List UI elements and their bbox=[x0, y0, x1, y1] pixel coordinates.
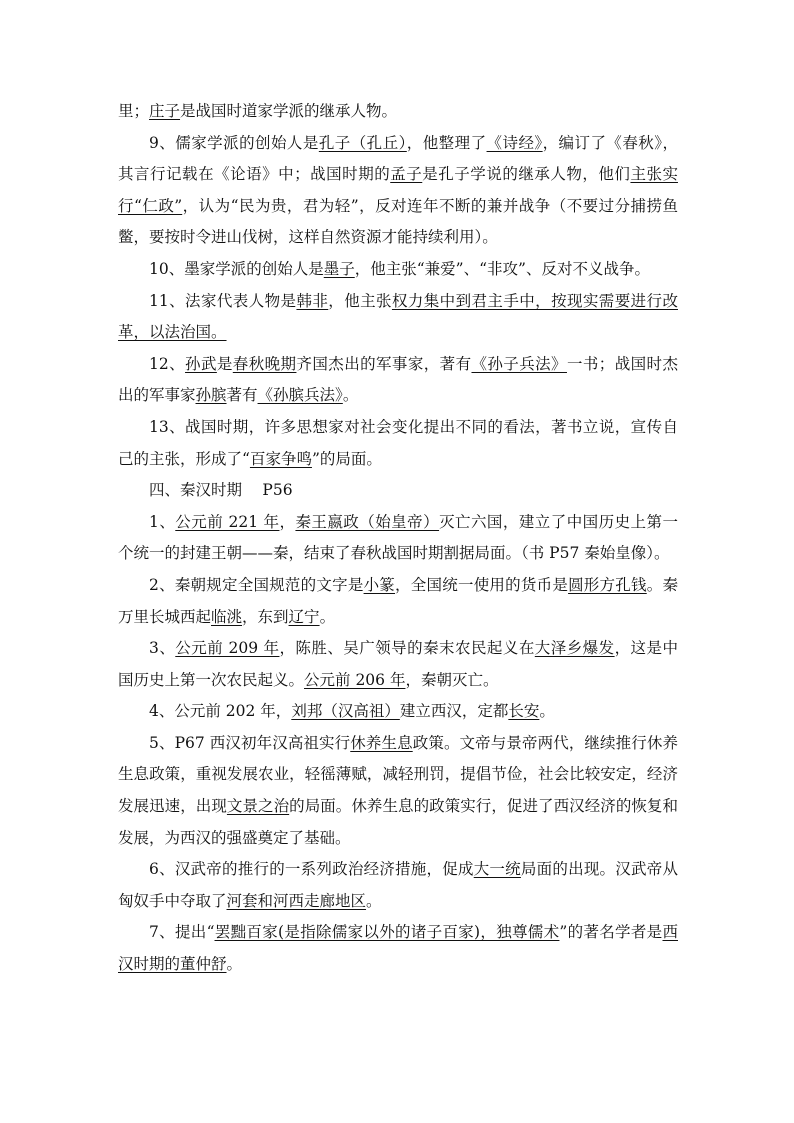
text-run: 2、秦朝规定全国规范的文字是 bbox=[149, 575, 364, 594]
text-run: 政策。文帝与景帝两代，继续推行休养生息政策，重视发展农业，轻徭薄赋，减轻刑罚，提倡节俭，社会比较安定，经济发展迅速，出现 bbox=[118, 733, 678, 816]
underlined-text: 《诗经》 bbox=[486, 133, 543, 152]
text-run: ，编订了《春秋》，其言行记载在《论语》中；战国时期的 bbox=[118, 133, 678, 184]
underlined-text: 公元前 209 年 bbox=[175, 639, 280, 658]
text-run: 齐国杰出的军事家，著有 bbox=[296, 354, 472, 373]
underlined-text: 大一统 bbox=[473, 860, 521, 879]
text-run: 是 bbox=[216, 354, 233, 373]
underlined-text: 孔子（孔丘） bbox=[318, 133, 407, 152]
underlined-text: 公元前 206 年 bbox=[304, 670, 406, 689]
text-run: 。秦万里长城西起 bbox=[118, 575, 678, 626]
text-run: 局面的出现。汉武帝从匈奴手中夺取了 bbox=[118, 860, 678, 910]
text-run: ”的局面。 bbox=[311, 449, 382, 468]
underlined-text: 西汉时期的董仲舒 bbox=[118, 923, 678, 974]
text-run: 10、墨家学派的创始人是 bbox=[149, 259, 324, 278]
text-run: 3、 bbox=[149, 639, 176, 658]
paragraph bbox=[118, 854, 678, 917]
underlined-text: 河套和河西走廊地区 bbox=[226, 891, 367, 910]
text-run: ，他主张“兼爱”、“非攻”、反对不义战争。 bbox=[354, 259, 650, 278]
text-run: 灭亡六国，建立了中国历史上第一个统一的封建王朝——秦，结束了春秋战国时期割据局面。（书 P57 秦始皇像）。 bbox=[118, 512, 678, 563]
underlined-text: 孟子 bbox=[390, 165, 423, 184]
text-run: ，这是中国历史上第一次农民起义。 bbox=[118, 639, 678, 689]
underlined-text: 权力集中到君主手中，按现实需要进行改革，以法治国。 bbox=[118, 291, 678, 342]
text-run: ，他整理了 bbox=[406, 133, 487, 152]
text-run: ，认为“民为贵，君为轻”，反对连年不断的兼并战争（不要过分捕捞鱼鳖，要按时令进山伐树，这样自然资源才能持续利用）。 bbox=[118, 196, 678, 247]
paragraph bbox=[118, 128, 678, 254]
text-run: 。 bbox=[366, 891, 382, 910]
text-run: ， bbox=[279, 512, 296, 531]
underlined-text: 休养生息 bbox=[350, 733, 413, 752]
underlined-text: 文景之治 bbox=[226, 797, 290, 816]
text-run: 。 bbox=[226, 955, 243, 974]
text-run: ，他主张 bbox=[328, 291, 392, 310]
text-run: 。 bbox=[539, 702, 555, 721]
underlined-text: 圆形方孔钱 bbox=[568, 575, 647, 594]
paragraph bbox=[118, 507, 678, 570]
underlined-text: 长安 bbox=[508, 702, 540, 721]
text-run: 5、P67 西汉初年汉高祖实行 bbox=[149, 733, 351, 752]
paragraph bbox=[118, 475, 678, 507]
underlined-text: 《孙膑兵法》 bbox=[257, 386, 343, 405]
text-run: 4、公元前 202 年， bbox=[149, 702, 292, 721]
text-run: 9、儒家学派的创始人是 bbox=[149, 133, 319, 152]
paragraph bbox=[118, 633, 678, 696]
text-run: ，秦朝灭亡。 bbox=[405, 670, 499, 689]
text-run: 6、汉武帝的推行的一系列政治经济措施，促成 bbox=[149, 860, 474, 879]
text-run: 著有 bbox=[226, 386, 258, 405]
underlined-text: 秦王嬴政（始皇帝） bbox=[295, 512, 440, 531]
document-body bbox=[118, 96, 678, 981]
paragraph bbox=[118, 696, 678, 728]
paragraph bbox=[118, 254, 678, 286]
underlined-text: 主张实行“仁政” bbox=[118, 165, 678, 215]
underlined-text: 辽宁 bbox=[288, 607, 320, 626]
paragraph bbox=[118, 412, 678, 475]
paragraph bbox=[118, 349, 678, 412]
paragraph bbox=[118, 728, 678, 854]
paragraph bbox=[118, 286, 678, 349]
underlined-text: 百家争鸣 bbox=[249, 449, 312, 468]
text-run: 的局面。休养生息的政策实行，促进了西汉经济的恢复和发展，为西汉的强盛奠定了基础。 bbox=[118, 797, 678, 847]
underlined-text: 小篆 bbox=[363, 575, 396, 594]
text-run: 。 bbox=[342, 386, 359, 405]
underlined-text: 孙膑 bbox=[195, 386, 227, 405]
text-run: 1、 bbox=[149, 512, 176, 531]
underlined-text: 罢黜百家(是指除儒家以外的诸子百家)，独尊儒术 bbox=[214, 923, 560, 942]
underlined-text: 墨子 bbox=[323, 259, 355, 278]
underlined-text: 公元前 221 年 bbox=[175, 512, 280, 531]
text-run: 四、秦汉时期 P56 bbox=[149, 481, 293, 500]
paragraph bbox=[118, 96, 678, 128]
text-run: 13、战国时期，许多思想家对社会变化提出不同的看法，著书立说，宣传自己的主张，形成了“ bbox=[118, 417, 678, 468]
underlined-text: 《孙子兵法》 bbox=[471, 354, 567, 373]
text-run: ”的著名学者是 bbox=[559, 923, 663, 942]
text-run: 7、提出“ bbox=[149, 923, 215, 942]
text-run: ，陈胜、吴广领导的秦末农民起义在 bbox=[279, 639, 535, 658]
underlined-text: 韩非 bbox=[296, 291, 329, 310]
underlined-text: 大泽乡爆发 bbox=[534, 639, 615, 658]
text-run: 是战国时道家学派的继承人物。 bbox=[180, 102, 398, 120]
paragraph bbox=[118, 917, 678, 980]
paragraph bbox=[118, 570, 678, 633]
text-run: 11、法家代表人物是 bbox=[149, 291, 297, 310]
underlined-text: 临洮 bbox=[211, 607, 243, 626]
text-run: 里； bbox=[118, 102, 150, 120]
text-run: 12、 bbox=[149, 354, 186, 373]
underlined-text: 庄子 bbox=[149, 102, 181, 120]
text-run: 是孔子学说的继承人物，他们 bbox=[422, 165, 631, 184]
text-run: 建立西汉，定都 bbox=[399, 702, 509, 721]
text-run: 。 bbox=[319, 607, 336, 626]
underlined-text: 春秋晚期 bbox=[232, 354, 297, 373]
text-run: ，全国统一使用的货币是 bbox=[395, 575, 569, 594]
text-run: 一书；战国时杰出的军事家 bbox=[118, 354, 678, 405]
text-run: ，东到 bbox=[242, 607, 289, 626]
underlined-text: 刘邦（汉高祖） bbox=[291, 702, 400, 721]
underlined-text: 孙武 bbox=[185, 354, 217, 373]
